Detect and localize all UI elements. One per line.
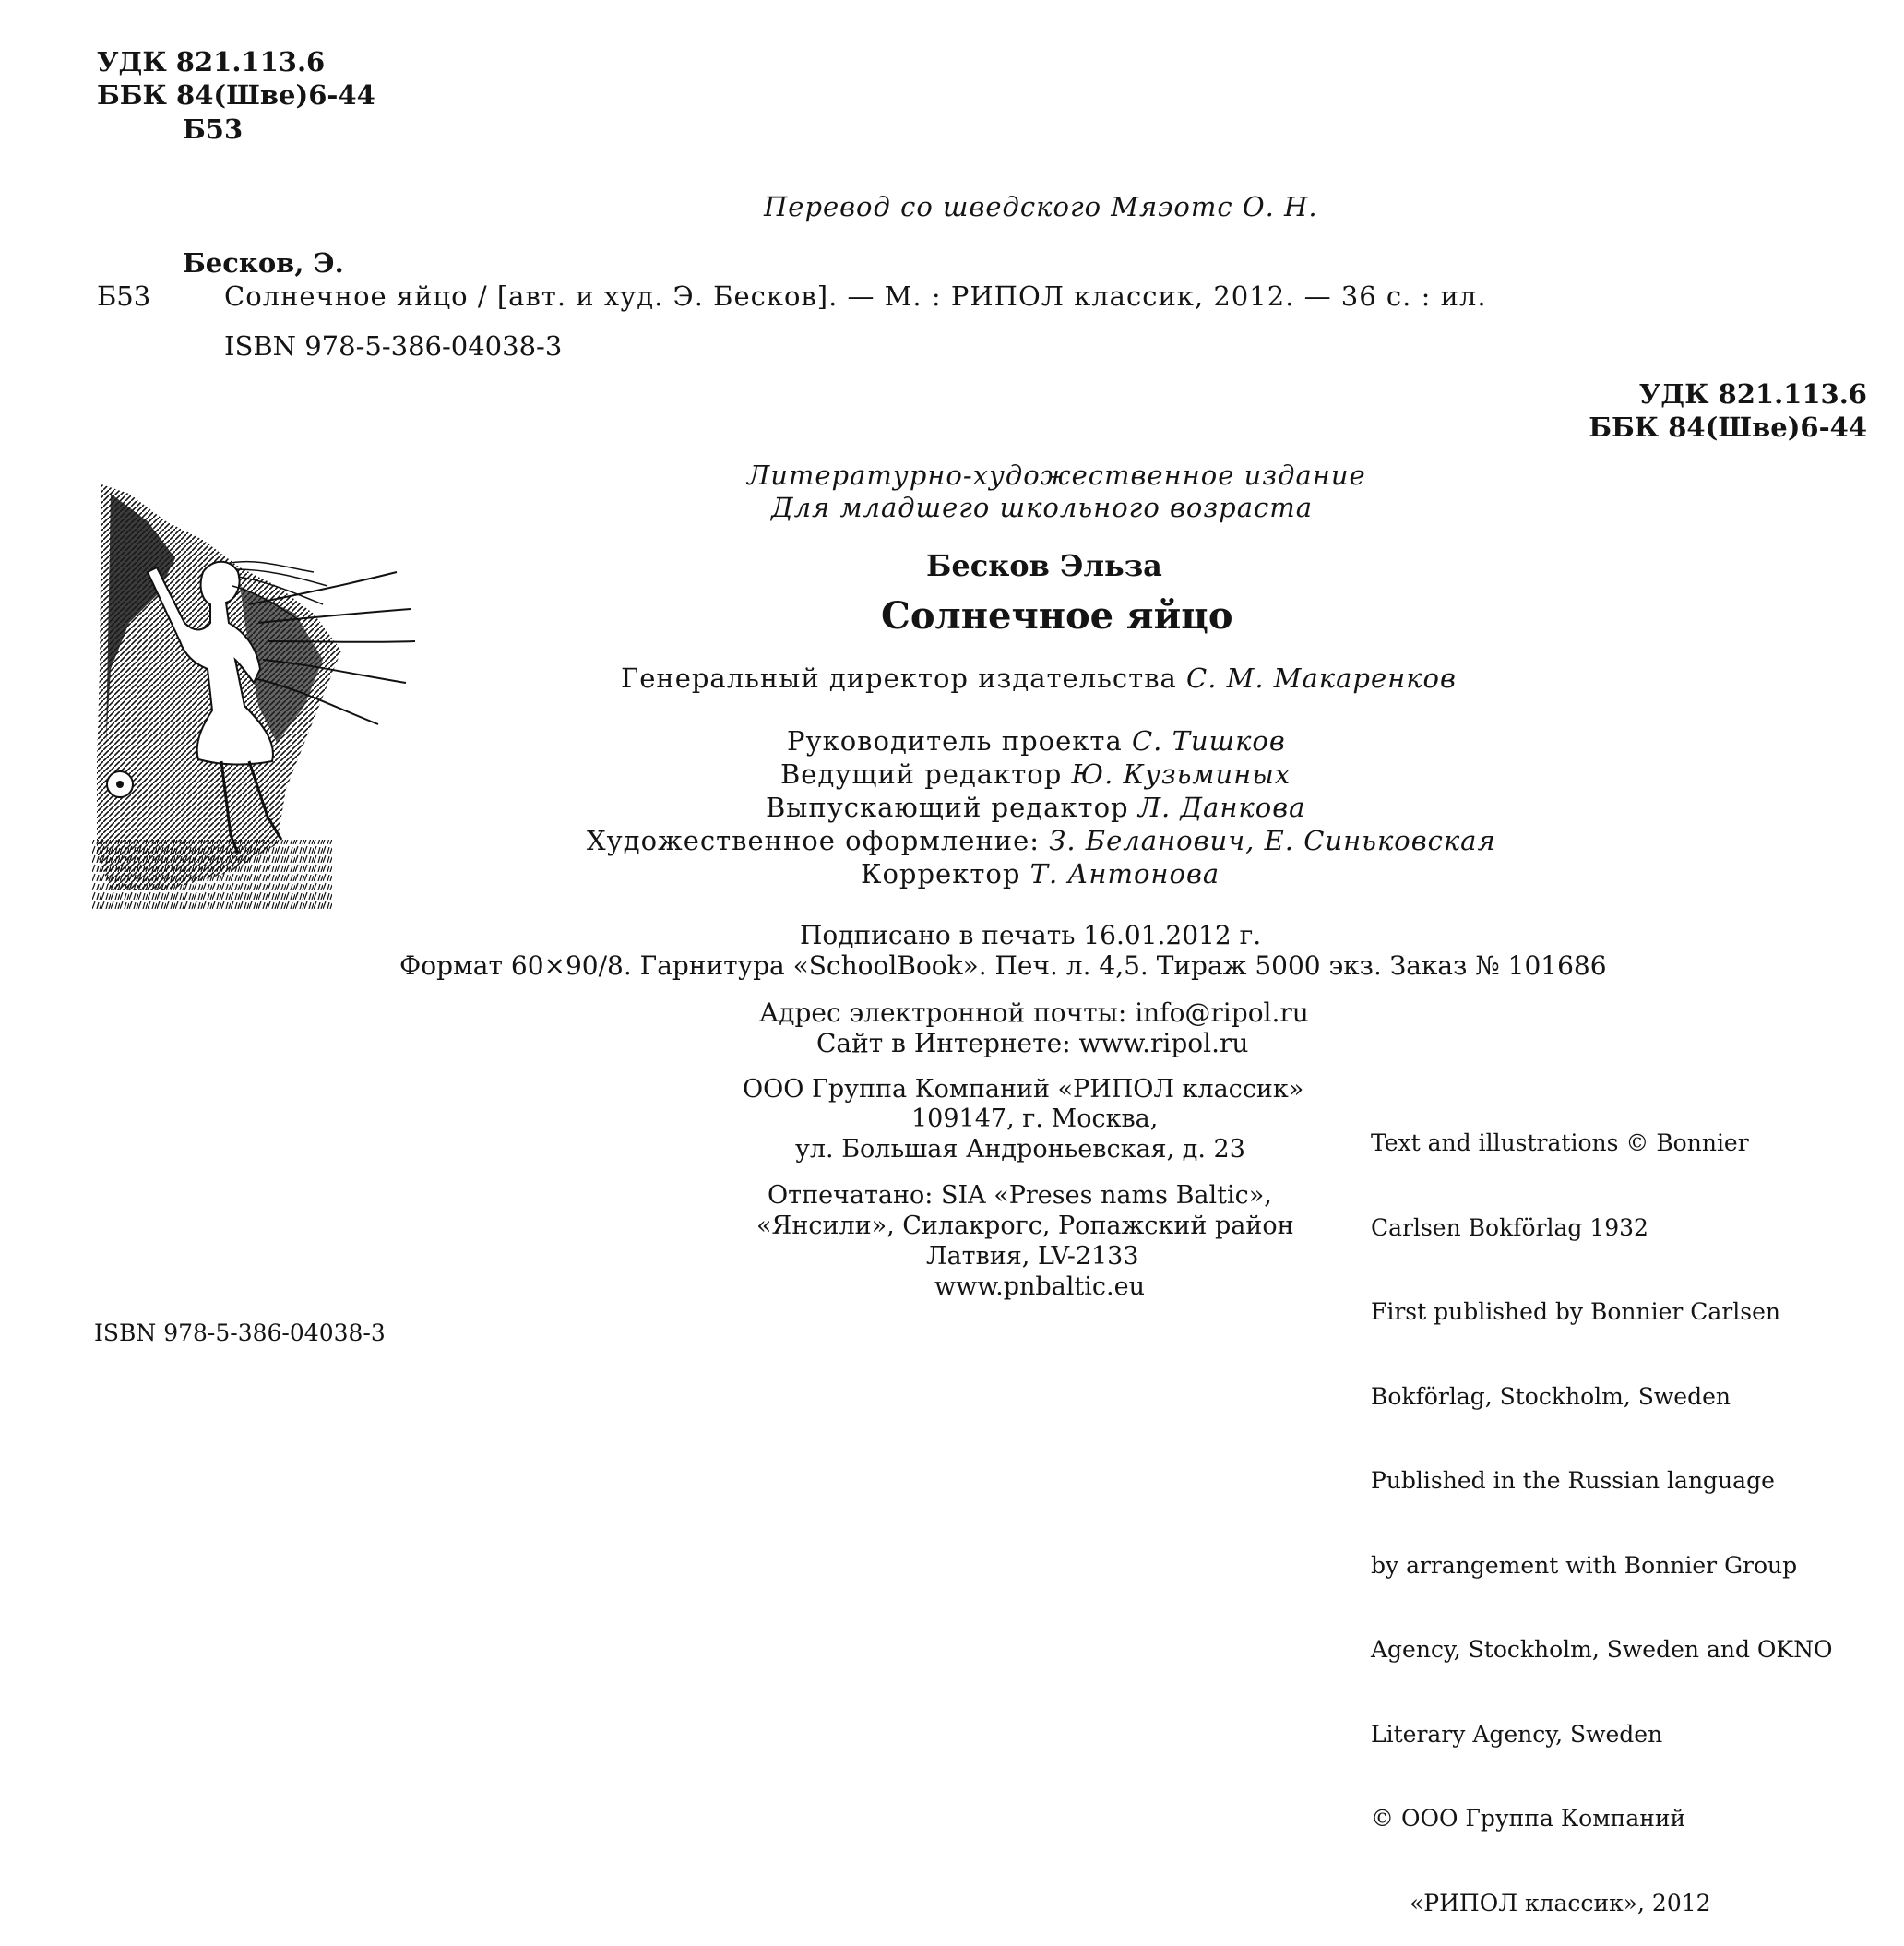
copyright-line: Bokförlag, Stockholm, Sweden [1371,1382,1731,1410]
credit-name: Ю. Кузьминых [1071,758,1291,790]
catalog-author: Бесков, Э. [183,247,344,279]
udk-code-right: УДК 821.113.6 [1638,378,1867,410]
credit-name: Т. Антонова [1029,858,1220,889]
edition-type: Литературно-художественное издание [747,460,1366,491]
director-name: С. М. Макаренков [1186,663,1457,694]
credit-project-lead [787,725,1286,757]
credit-art-design [587,825,1496,856]
author-mark: Б53 [183,113,244,145]
credit-name: Л. Данкова [1137,792,1306,823]
credit-release-editor [766,792,1305,823]
credit-label: Корректор [861,858,1021,889]
contact-email: Адрес электронной почты: info@ripol.ru [759,997,1309,1028]
printer-website: www.pnbaltic.eu [934,1272,1145,1301]
translation-credit: Перевод со шведского Мяэотс О. Н. [764,191,1318,222]
girl-illustration [92,484,424,909]
print-signed: Подписано в печать 16.01.2012 г. [800,920,1262,950]
copyright-line: Published in the Russian language [1371,1467,1775,1494]
udk-code: УДК 821.113.6 [97,46,326,78]
catalog-isbn: ISBN 978-5-386-04038-3 [224,330,563,362]
copyright-line: by arrangement with Bonnier Group [1371,1551,1798,1579]
credit-name: С. Тишков [1131,725,1286,757]
publisher-city: 109147, г. Москва, [911,1104,1159,1133]
printer-name: Отпечатано: SIA «Preses nams Baltic», [768,1181,1272,1210]
book-title: Солнечное яйцо [881,594,1233,638]
contact-site: Сайт в Интернете: www.ripol.ru [816,1028,1249,1058]
copyright-line: Literary Agency, Sweden [1371,1720,1663,1748]
bottom-isbn: ISBN 978-5-386-04038-3 [94,1319,386,1346]
copyright-line: Carlsen Bokförlag 1932 [1371,1213,1648,1241]
credit-proofreader [861,858,1220,889]
book-author [926,548,1162,583]
director-label: Генеральный директор издательства [621,663,1177,694]
credit-label: Руководитель проекта [787,725,1123,757]
copyright-line: First published by Bonnier Carlsen [1371,1298,1780,1325]
bbk-code: ББК 84(Шве)6-44 [97,79,375,111]
credit-name: З. Беланович, Е. Синьковская [1049,825,1496,856]
bbk-code-right: ББК 84(Шве)6-44 [1589,412,1867,443]
copyright-line: Agency, Stockholm, Sweden and OKNO [1371,1636,1833,1663]
copyright-line: «РИПОЛ классик», 2012 [1410,1889,1711,1916]
publisher-name: ООО Группа Компаний «РИПОЛ классик» [743,1075,1304,1104]
catalog-description: Солнечное яйцо / [авт. и худ. Э. Бесков]. — М. : РИПОЛ классик, 2012. — 36 с. : ил. [224,281,1487,312]
printer-country: Латвия, LV-2133 [926,1242,1139,1271]
print-format: Формат 60×90/8. Гарнитура «SchoolBook». Печ. л. 4,5. Тираж 5000 экз. Заказ № 101686 [399,950,1607,981]
catalog-code: Б53 [97,281,151,312]
credit-label: Ведущий редактор [780,758,1063,790]
director-line [621,663,1457,694]
book-author-text: Бесков Эльза [926,548,1162,583]
edition-audience: Для младшего школьного возраста [771,492,1314,523]
copyright-line: Text and illustrations © Bonnier [1371,1129,1749,1156]
publisher-street: ул. Большая Андроньевская, д. 23 [795,1135,1245,1164]
copyright-block [1371,1073,1832,1946]
printer-address: «Янсили», Силакрогс, Ропажский район [756,1212,1294,1240]
credit-label: Художественное оформление: [587,825,1041,856]
credit-label: Выпускающий редактор [766,792,1129,823]
credit-lead-editor [780,758,1291,790]
copyright-line: © ООО Группа Компаний [1371,1805,1686,1832]
